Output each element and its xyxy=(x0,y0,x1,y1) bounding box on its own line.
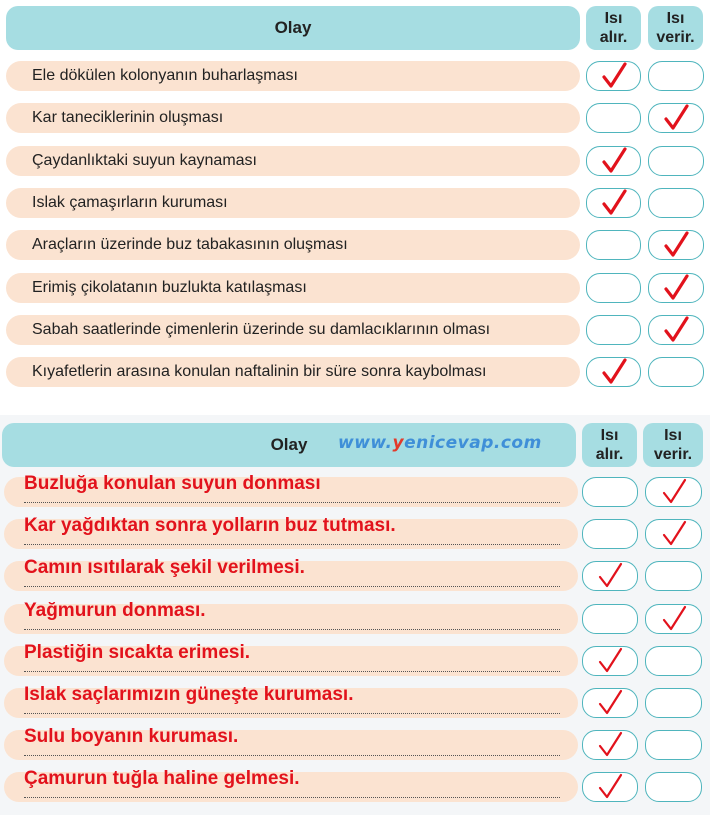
header-isi-verir: Isı verir. xyxy=(648,6,703,50)
checkbox-isi-verir[interactable] xyxy=(648,230,704,260)
table-row xyxy=(4,684,578,718)
checkbox-isi-verir[interactable] xyxy=(645,646,702,676)
checkbox-isi-alir[interactable] xyxy=(586,146,641,176)
event-text: Ele dökülen kolonyanın buharlaşması xyxy=(32,67,298,84)
header-olay: Olay xyxy=(6,6,580,50)
answer-line xyxy=(24,726,560,756)
table-row xyxy=(6,273,580,303)
answer-line xyxy=(24,599,560,630)
check-icon xyxy=(595,688,625,718)
answer-line xyxy=(24,768,560,798)
check-icon xyxy=(661,230,691,260)
table-row xyxy=(6,230,580,260)
table-row xyxy=(6,357,580,387)
check-icon xyxy=(661,315,691,345)
checkbox-isi-verir[interactable] xyxy=(648,61,704,91)
checkbox-isi-verir[interactable] xyxy=(645,519,702,549)
checkbox-isi-verir[interactable] xyxy=(645,477,702,507)
check-icon xyxy=(595,646,625,676)
event-text: Araçların üzerinde buz tabakasının oluşması xyxy=(32,236,348,254)
answer-line xyxy=(24,641,560,672)
checkbox-isi-verir[interactable] xyxy=(645,772,702,802)
event-text: Erimiş çikolatanın buzlukta katılaşması xyxy=(32,278,307,296)
answer-line xyxy=(24,515,560,545)
event-text: Plastiğin sıcakta erimesi. xyxy=(24,641,251,663)
check-icon xyxy=(595,772,625,802)
event-text: Çamurun tuğla haline gelmesi. xyxy=(24,768,300,790)
check-icon xyxy=(659,519,689,549)
event-text: Kar yağdıktan sonra yolların buz tutması. xyxy=(24,515,396,537)
table-1 xyxy=(0,0,710,400)
header-isi-verir: Isı verir. xyxy=(643,423,703,467)
check-icon xyxy=(599,61,629,91)
table-row xyxy=(4,726,578,760)
event-text: Buzluğa konulan suyun donması xyxy=(24,473,321,494)
checkbox-isi-alir[interactable] xyxy=(582,646,638,676)
event-text: Camın ısıtılarak şekil verilmesi. xyxy=(24,557,305,579)
check-icon xyxy=(599,357,629,387)
event-text: Sabah saatlerinde çimenlerin üzerinde su damlacıklarının olması xyxy=(32,320,491,338)
header-isi-alir: Isı alır. xyxy=(582,423,637,467)
table-row xyxy=(6,146,580,176)
checkbox-isi-verir[interactable] xyxy=(648,188,704,218)
check-icon xyxy=(659,477,689,507)
header-isi-alir: Isı alır. xyxy=(586,6,641,50)
table-row xyxy=(6,315,580,345)
checkbox-isi-verir[interactable] xyxy=(645,561,702,591)
table-row xyxy=(6,188,580,218)
table-row xyxy=(4,768,578,802)
checkbox-isi-alir[interactable] xyxy=(586,61,641,91)
answer-line xyxy=(24,684,560,714)
check-icon xyxy=(659,604,689,634)
checkbox-isi-verir[interactable] xyxy=(648,357,704,387)
checkbox-isi-alir[interactable] xyxy=(586,273,641,303)
checkbox-isi-verir[interactable] xyxy=(648,103,704,133)
watermark: www.yenicevap.com xyxy=(338,433,542,453)
checkbox-isi-alir[interactable] xyxy=(586,315,641,345)
table-row xyxy=(4,557,578,591)
checkbox-isi-alir[interactable] xyxy=(582,604,638,634)
event-text: Çaydanlıktaki suyun kaynaması xyxy=(32,151,257,169)
table-row xyxy=(4,515,578,549)
check-icon xyxy=(595,561,625,591)
event-text: Yağmurun donması. xyxy=(24,599,206,621)
event-text: Islak çamaşırların kuruması xyxy=(32,193,228,211)
answer-line xyxy=(24,473,560,503)
checkbox-isi-alir[interactable] xyxy=(586,188,641,218)
checkbox-isi-verir[interactable] xyxy=(648,315,704,345)
checkbox-isi-alir[interactable] xyxy=(586,103,641,133)
event-text: Kar taneciklerinin oluşması xyxy=(32,109,224,127)
checkbox-isi-alir[interactable] xyxy=(582,519,638,549)
checkbox-isi-alir[interactable] xyxy=(582,688,638,718)
table-row xyxy=(4,641,578,676)
checkbox-isi-verir[interactable] xyxy=(645,730,702,760)
table-row xyxy=(4,599,578,634)
table-2 xyxy=(0,415,710,815)
check-icon xyxy=(599,188,629,218)
checkbox-isi-alir[interactable] xyxy=(582,477,638,507)
answer-line xyxy=(24,557,560,587)
event-text: Islak saçlarımızın güneşte kuruması. xyxy=(24,684,354,705)
checkbox-isi-verir[interactable] xyxy=(648,146,704,176)
checkbox-isi-verir[interactable] xyxy=(645,688,702,718)
checkbox-isi-alir[interactable] xyxy=(582,561,638,591)
checkbox-isi-alir[interactable] xyxy=(582,772,638,802)
check-icon xyxy=(661,103,691,133)
checkbox-isi-alir[interactable] xyxy=(586,230,641,260)
checkbox-isi-alir[interactable] xyxy=(582,730,638,760)
check-icon xyxy=(595,730,625,760)
event-text: Sulu boyanın kuruması. xyxy=(24,726,239,748)
table-row xyxy=(4,473,578,507)
table-row xyxy=(6,61,580,91)
checkbox-isi-verir[interactable] xyxy=(645,604,702,634)
check-icon xyxy=(599,146,629,176)
event-text: Kıyafetlerin arasına konulan naftalinin bir süre sonra kaybolması xyxy=(32,363,487,381)
header-olay: Olay xyxy=(2,423,576,467)
checkbox-isi-alir[interactable] xyxy=(586,357,641,387)
check-icon xyxy=(661,273,691,303)
checkbox-isi-verir[interactable] xyxy=(648,273,704,303)
table-row xyxy=(6,103,580,133)
